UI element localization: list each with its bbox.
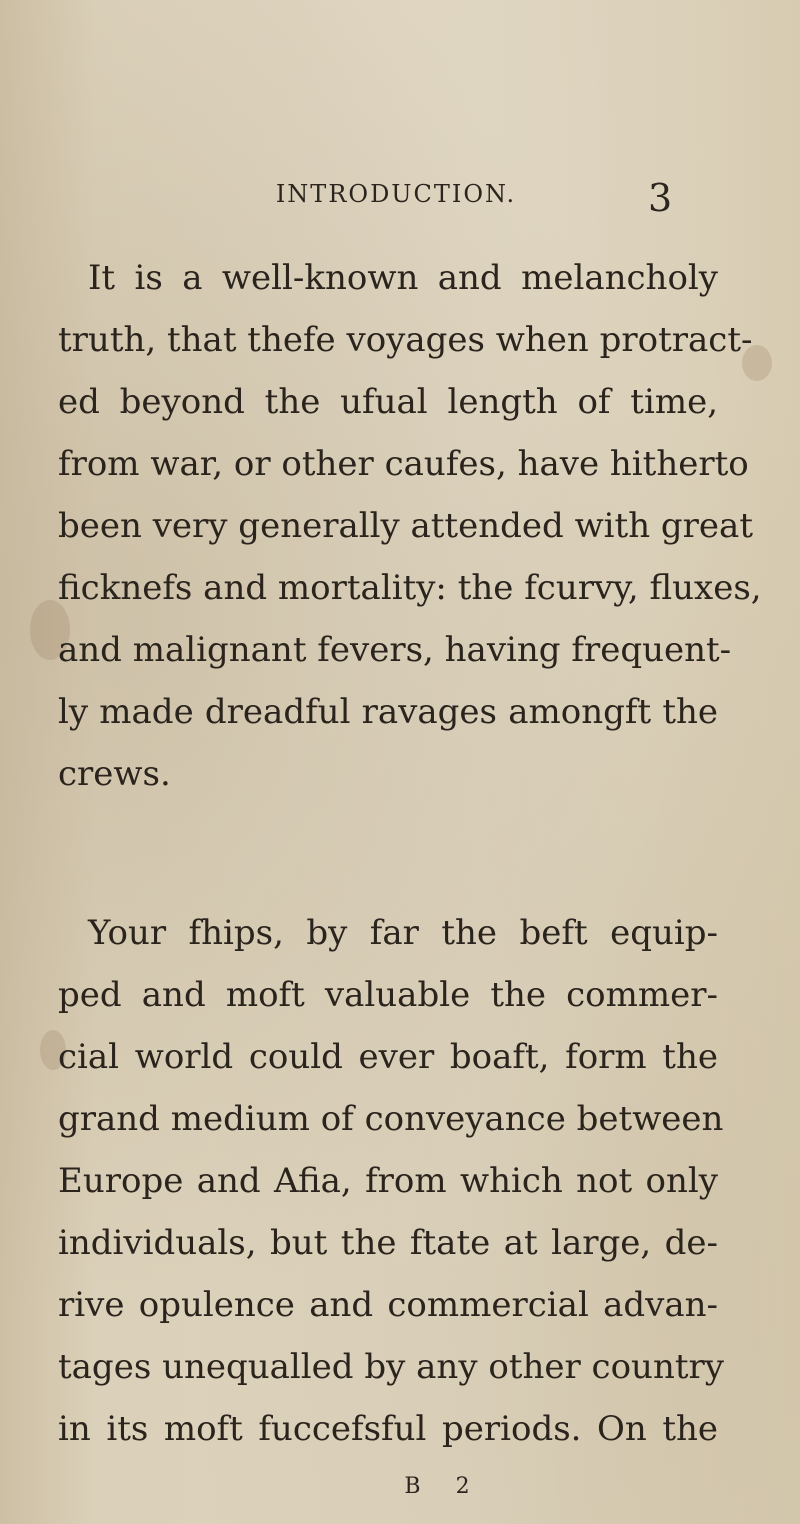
text-line: from war, or other caufes, have hitherto (58, 444, 749, 484)
text-line: cial world could ever boaft, form the (58, 1037, 718, 1077)
text-line: rive opulence and commercial advan- (58, 1285, 718, 1325)
page-header (0, 176, 800, 220)
text-line: ly made dreadful ravages amongft the (58, 692, 718, 732)
running-head: INTRODUCTION. (275, 180, 517, 208)
signature-mark: B 2 (404, 1474, 484, 1499)
text-line: tages unequalled by any other country (58, 1347, 724, 1387)
page-number: 3 (648, 176, 673, 220)
text-line: truth, that thefe voyages when protract- (58, 320, 753, 360)
text-line: Europe and Afia, from which not only (58, 1161, 718, 1201)
text-line: crews. (58, 754, 171, 794)
text-line: been very generally attended with great (58, 506, 753, 546)
text-line: Your fhips, by far the beft equip- (88, 913, 718, 953)
text-line: individuals, but the ftate at large, de- (58, 1223, 718, 1263)
text-line: grand medium of conveyance between (58, 1099, 724, 1139)
text-line: in its moft fuccefsful periods. On the (58, 1409, 718, 1449)
text-line: and malignant fevers, having frequent- (58, 630, 732, 670)
text-line: ficknefs and mortality: the fcurvy, fluxes, (58, 568, 762, 608)
text-line: ped and moft valuable the commer- (58, 975, 718, 1015)
text-line: It is a well-known and melancholy (88, 258, 718, 298)
text-line: ed beyond the ufual length of time, (58, 382, 718, 422)
